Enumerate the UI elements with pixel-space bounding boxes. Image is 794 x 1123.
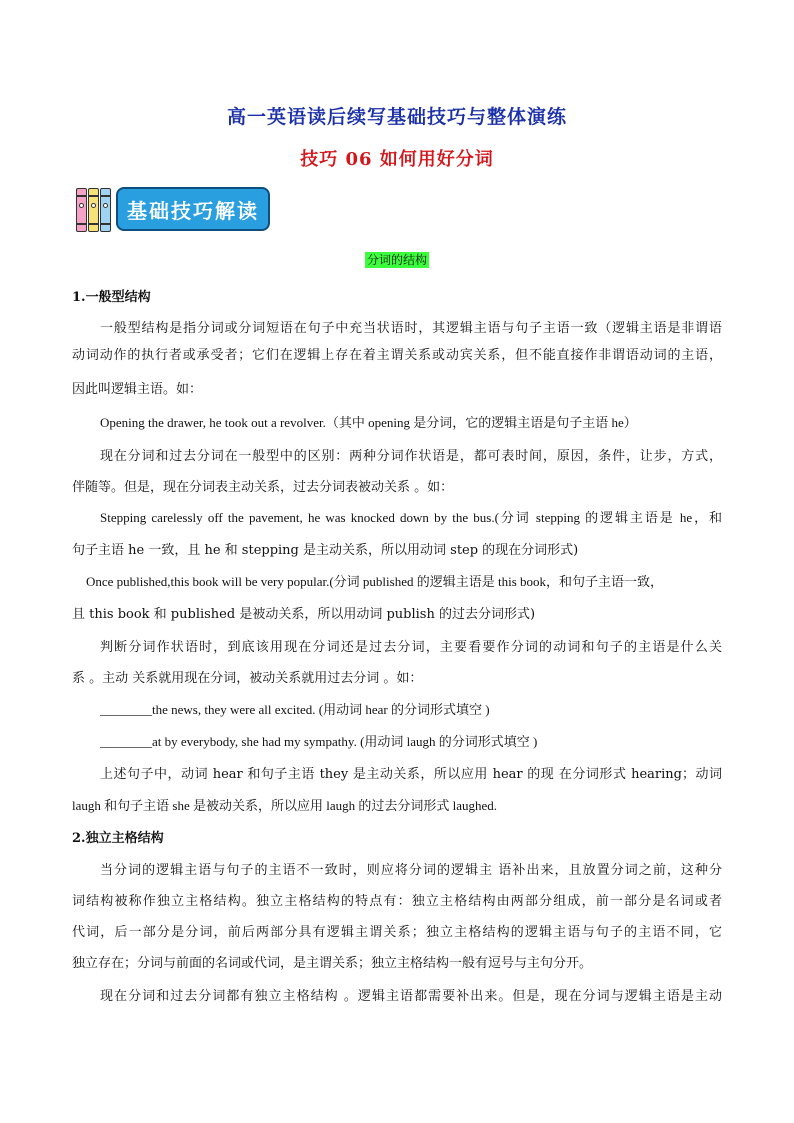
- paragraph-line: 动词动作的执行者或承受者；它们在逻辑上存在着主谓关系或动宾关系，但不能直接作非谓语动词的主语，: [72, 348, 722, 363]
- paragraph-line: 当分词的逻辑主语与句子的主语不一致时，则应将分词的逻辑主 语补出来，且放置分词之前，这种分: [100, 863, 722, 878]
- paragraph-line: 因此叫逻辑主语。如：: [72, 382, 203, 397]
- paragraph-line: 句子主语 he 一致，且 he 和 stepping 是主动关系，所以用动词 step 的现在分词形式): [72, 543, 579, 558]
- paragraph-line: 词结构被称作独立主格结构。独立主格结构的特点有：独立主格结构由两部分组成，前一部分是名词或者: [72, 894, 722, 909]
- paragraph-line: 判断分词作状语时，到底该用现在分词还是过去分词，主要看要作分词的动词和句子的主语是什么关: [100, 640, 722, 655]
- section-tag-text: 分词的结构: [366, 253, 427, 267]
- example-sentence: Opening the drawer, he took out a revolver.（其中 opening 是分词，它的逻辑主语是句子主语 he）: [100, 415, 637, 430]
- example-sentence: Once published,this book will be very popular.(分词 published 的逻辑主语是 this book，和句子主语一致，: [86, 574, 664, 589]
- paragraph-line: 系 。主动 关系就用现在分词，被动关系就用过去分词 。如：: [72, 671, 423, 686]
- paragraph-line: laugh 和句子主语 she 是被动关系，所以应用 laugh 的过去分词形式 laughed.: [72, 798, 497, 813]
- paragraph-line: 现在分词和过去分词都有独立主格结构 。逻辑主语都需要补出来。但是，现在分词与逻辑主语是主动: [100, 989, 722, 1004]
- paragraph-line: 一般型结构是指分词或分词短语在句子中充当状语时，其逻辑主语与句子主语一致（逻辑主语是非谓语: [100, 321, 722, 336]
- paragraph-line: 独立存在；分词与前面的名词或代词，是主谓关系；独立主格结构一般有逗号与主句分开。: [72, 956, 593, 971]
- book-stack-icon: [74, 186, 114, 234]
- example-sentence: Stepping carelessly off the pavement, he was knocked down by the bus.(分词 stepping 的逻辑主语是 he，和: [100, 510, 722, 525]
- section-banner: [74, 186, 274, 234]
- paragraph-line: 且 this book 和 published 是被动关系，所以用动词 publish 的过去分词形式): [72, 607, 536, 622]
- paragraph-line: 上述句子中，动词 hear 和句子主语 they 是主动关系，所以应用 hear 的现 在分词形式 hearing；动词: [100, 767, 722, 782]
- paragraph-line: 现在分词和过去分词在一般型中的区别：两种分词作状语是，都可表时间，原因，条件，让步，方式，: [100, 449, 722, 464]
- banner-label: 基础技巧解读: [116, 187, 270, 231]
- heading-absolute-construction: 2.独立主格结构: [72, 831, 164, 846]
- paragraph-line: 伴随等。但是，现在分词表主动关系，过去分词表被动关系 。如：: [72, 480, 454, 495]
- heading-general-structure: 1.一般型结构: [72, 290, 151, 305]
- document-subtitle: 技巧 06 如何用好分词: [300, 149, 494, 170]
- section-tag: [0, 249, 794, 268]
- paragraph-line: 代词，后一部分是分词，前后两部分具有逻辑主谓关系；独立主格结构的逻辑主语与句子的主语不同，它: [72, 925, 722, 940]
- exercise-sentence: ________the news, they were all excited. (用动词 hear 的分词形式填空 ): [100, 702, 490, 717]
- exercise-sentence: ________at by everybody, she had my sympathy. (用动词 laugh 的分词形式填空 ): [100, 734, 538, 749]
- document-title: 高一英语读后续写基础技巧与整体演练: [226, 106, 567, 128]
